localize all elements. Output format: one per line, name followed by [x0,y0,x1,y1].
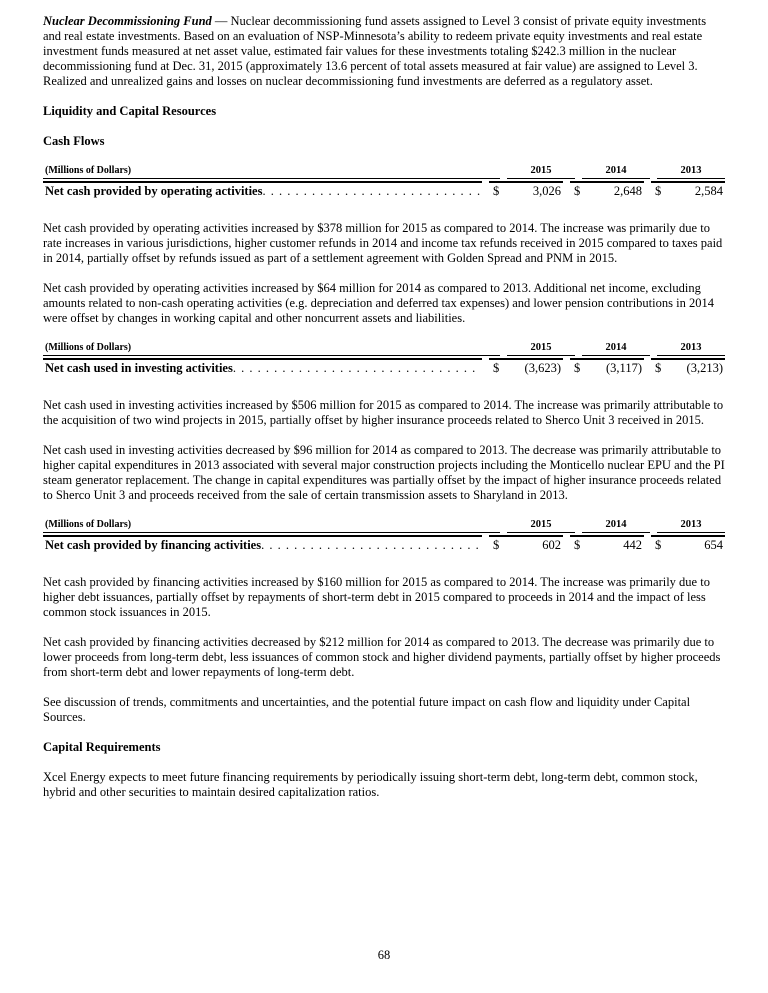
para-financing-2015-vs-2014: Net cash provided by financing activities increased by $160 million for 2015 as compared to 2014. The increase was primarily due to higher debt issuances, partially offset by repayments of short-term debt in 2015 compared to proceeds in 2014 and the impact of less common stock issuances in 2015. [43,575,710,619]
year-column-header-2014: 2014 [582,518,650,533]
para-capital-requirements: Xcel Energy expects to meet future financing requirements by periodically issuing short-term debt, long-term debt, common stock, hybrid and other securities to maintain desired capitalization ratios. [43,770,698,799]
table-data-row [43,535,725,555]
row-label: Net cash provided by operating activities [45,184,263,198]
currency-symbol: $ [574,538,581,552]
currency-symbol: $ [574,184,581,198]
value-2014: (3,117) [606,361,642,375]
table-caption: (Millions of Dollars) [43,518,500,533]
table-caption: (Millions of Dollars) [43,164,500,179]
year-column-header-2015: 2015 [507,164,575,179]
dot-leader [262,184,480,199]
value-cell-2015 [489,358,563,378]
value-2014: 2,648 [613,184,642,198]
row-label: Net cash provided by financing activities [45,538,262,552]
dot-leader [233,361,480,376]
table-header-row [43,341,725,356]
heading-cash-flows: Cash Flows [43,134,105,148]
year-column-header-2015: 2015 [507,341,575,356]
value-cell-2015 [489,181,563,201]
value-2015: (3,623) [524,361,561,375]
year-column-header-2013: 2013 [657,164,725,179]
para-investing-2014-vs-2013: Net cash used in investing activities decreased by $96 million for 2014 as compared to 2013. The decrease was primarily attributable to higher capital expenditures in 2013 associated with several major construction projects including the Monticello nuclear EPU and the PI steam generator replacement. The change in capital expenditures was partially offset by the impact of higher insurance proceeds related to Sherco Unit 3 and proceeds received from the sale of certain transmission assets to Sharyland in 2013. [43,443,725,502]
value-cell-2014 [570,535,644,555]
table-operating-activities [43,164,725,201]
year-column-header-2014: 2014 [582,164,650,179]
year-column-header-2013: 2013 [657,518,725,533]
currency-symbol: $ [493,184,500,198]
table-header-row [43,518,725,533]
dot-leader [261,538,480,553]
value-2015: 3,026 [532,184,561,198]
value-2015: 602 [542,538,561,552]
year-column-header-2014: 2014 [582,341,650,356]
heading-capital-requirements: Capital Requirements [43,740,161,754]
value-cell-2015 [489,535,563,555]
row-label-cell [43,358,482,378]
para-operating-2014-vs-2013: Net cash provided by operating activities increased by $64 million for 2014 as compared to 2013. Additional net income, excluding amounts related to non-cash operating activities (e.g. depreciation and deferred tax expenses) and lower pension contributions in 2014 were offset by changes in working capital and other noncurrent assets and liabilities. [43,281,714,325]
value-cell-2014 [570,358,644,378]
para-body-text: — Nuclear decommissioning fund assets assigned to Level 3 consist of private equity investments and real estate investments. Based on an evaluation of NSP-Minnesota’s ability to redeem private equity investments and real estate investment funds measured at net asset value, estimated fair values for these investments totaling $242.3 million in the nuclear decommissioning fund at Dec. 31, 2015 (approximately 13.6 percent of total assets measured at fair value) are assigned to Level 3. Realized and unrealized gains and losses on nuclear decommissioning fund investments are deferred as a regulatory asset. [43,14,707,88]
row-label-cell [43,181,482,201]
row-label: Net cash used in investing activities [45,361,233,375]
currency-symbol: $ [655,538,662,552]
value-cell-2013 [651,535,725,555]
currency-symbol: $ [574,361,581,375]
year-column-header-2013: 2013 [657,341,725,356]
table-investing-activities [43,341,725,378]
value-2013: 2,584 [694,184,723,198]
table-data-row [43,358,725,378]
currency-symbol: $ [493,361,500,375]
table-data-row [43,181,725,201]
table-financing-activities [43,518,725,555]
currency-symbol: $ [655,184,662,198]
para-financing-2014-vs-2013: Net cash provided by financing activities decreased by $212 million for 2014 as compared to 2013. The decrease was primarily due to lower proceeds from long-term debt, less issuances of common stock and higher dividend payments, partially offset by higher proceeds from short-term debt and lower repayments of long-term debt. [43,635,721,679]
table-caption: (Millions of Dollars) [43,341,500,356]
value-cell-2013 [651,358,725,378]
para-operating-2015-vs-2014: Net cash provided by operating activities increased by $378 million for 2015 as compared to 2014. The increase was primarily due to rate increases in various jurisdictions, higher customer refunds in 2014 and income tax refunds received in 2015 compared to taxes paid in 2014, partially offset by refunds issued as part of a settlement agreement with Golden Spread and PNM in 2015. [43,221,723,265]
year-column-header-2015: 2015 [507,518,575,533]
currency-symbol: $ [493,538,500,552]
value-2013: 654 [704,538,723,552]
row-label-cell [43,535,482,555]
value-2014: 442 [623,538,642,552]
currency-symbol: $ [655,361,662,375]
table-header-row [43,164,725,179]
value-2013: (3,213) [686,361,723,375]
value-cell-2013 [651,181,725,201]
para-nuclear-decommissioning-fund [43,14,725,89]
value-cell-2014 [570,181,644,201]
para-lead-term: Nuclear Decommissioning Fund [43,14,212,28]
para-trends-reference: See discussion of trends, commitments and uncertainties, and the potential future impact on cash flow and liquidity under Capital Sources. [43,695,691,724]
para-investing-2015-vs-2014: Net cash used in investing activities increased by $506 million for 2015 as compared to 2014. The increase was primarily attributable to the acquisition of two wind projects in 2015, partially offset by higher insurance proceeds related to Sherco Unit 3 received in 2015. [43,398,724,427]
heading-liquidity-and-capital-resources: Liquidity and Capital Resources [43,104,217,118]
page-number: 68 [377,948,391,962]
